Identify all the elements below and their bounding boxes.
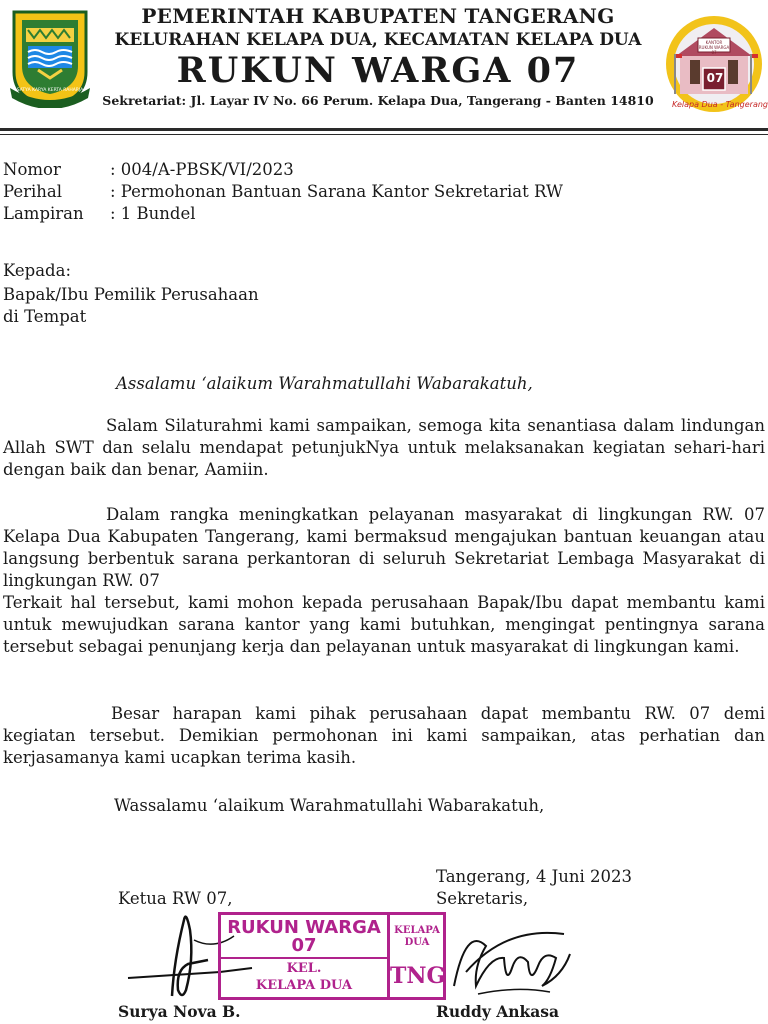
letterhead-kelurahan: KELURAHAN KELAPA DUA, KECAMATAN KELAPA DUA	[114, 30, 642, 50]
stamp-side-2: DUA	[404, 937, 430, 948]
badge-ring-text: Kelapa Dua - Tangerang	[672, 100, 768, 109]
paragraph-3: Terkait hal tersebut, kami mohon kepada perusahaan Bapak/Ibu dapat membantu kami untuk mewujudkan sarana kantor yang kami butuhkan, mengingat pentingnya sarana tersebut sebagai penunjang kerja dan pelayanan untuk masyarakat di lingkungan kami.	[3, 593, 765, 656]
paragraph-4: Besar harapan kami pihak perusahaan dapat membantu RW. 07 demi kegiatan tersebut. Demikian permohonan ini kami sampaikan, atas perhatian dan kerjasamanya kami ucapkan terima kasih.	[3, 704, 765, 767]
meta-value-perihal: : Permohonan Bantuan Sarana Kantor Sekretariat RW	[110, 182, 563, 201]
meta-label-perihal: Perihal	[3, 182, 63, 201]
letterhead-address: Sekretariat: Jl. Layar IV No. 66 Perum. Kelapa Dua, Tangerang - Banten 14810	[102, 93, 654, 108]
stamp-side-1: KELAPA	[394, 925, 440, 936]
signer-right-title: Sekretaris,	[436, 889, 529, 908]
rw07-rubber-stamp	[218, 912, 446, 1000]
letterhead-rule-thin	[0, 134, 768, 135]
meta-value-lampiran: : 1 Bundel	[110, 204, 196, 223]
paragraph-2: Dalam rangka meningkatkan pelayanan masyarakat di lingkungan RW. 07 Kelapa Dua Kabupaten Tangerang, kami bermaksud mengajukan bantuan keuangan atau langsung berbentuk sarana perkantoran di seluruh Sekretariat Lembaga Masyarakat di lingkungan RW. 07	[3, 505, 765, 590]
emblem-motto: SATYA KARYA KERTA RAHARJA	[16, 88, 84, 93]
signer-left-name: Surya Nova B.	[118, 1002, 241, 1021]
meta-value-nomor: : 004/A-PBSK/VI/2023	[110, 160, 294, 179]
meta-label-nomor: Nomor	[3, 160, 61, 179]
signature-right-image	[446, 906, 576, 1004]
signer-right-name: Ruddy Ankasa	[436, 1002, 560, 1021]
paragraph-1: Salam Silaturahmi kami sampaikan, semoga kita senantiasa dalam lindungan Allah SWT dan selalu mendapat petunjukNya untuk melaksanakan kegiatan sehari-hari dengan baik dan benar, Aamiin.	[3, 416, 765, 479]
rw07-office-badge	[664, 14, 768, 114]
stamp-line-3: KEL.	[286, 961, 322, 976]
recipient-place: di Tempat	[3, 307, 87, 326]
letterhead-government: PEMERINTAH KABUPATEN TANGERANG	[141, 4, 615, 28]
greeting: Assalamu ‘alaikum Warahmatullahi Wabarakatuh,	[116, 374, 533, 393]
badge-sign-text: KANTOR RUKUN WARGA 07	[698, 40, 730, 55]
stamp-line-1: RUKUN WARGA	[227, 917, 381, 938]
closing: Wassalamu ‘alaikum Warahmatullahi Wabarakatuh,	[114, 796, 545, 815]
kabupaten-tangerang-emblem	[8, 8, 92, 108]
stamp-line-2: 07	[291, 935, 317, 956]
badge-number: 07	[706, 71, 724, 85]
letterhead-rule-thick	[0, 128, 768, 131]
signer-left-title: Ketua RW 07,	[118, 889, 233, 908]
stamp-divider-horizontal	[221, 957, 387, 959]
letterhead-title: RUKUN WARGA 07	[176, 50, 580, 91]
recipient-name: Bapak/Ibu Pemilik Perusahaan	[3, 285, 259, 304]
recipient-heading: Kepada:	[3, 261, 72, 280]
stamp-side-3: TNG	[390, 963, 446, 989]
place-date: Tangerang, 4 Juni 2023	[436, 867, 633, 886]
meta-label-lampiran: Lampiran	[3, 204, 84, 223]
stamp-line-4: KELAPA DUA	[255, 978, 353, 993]
